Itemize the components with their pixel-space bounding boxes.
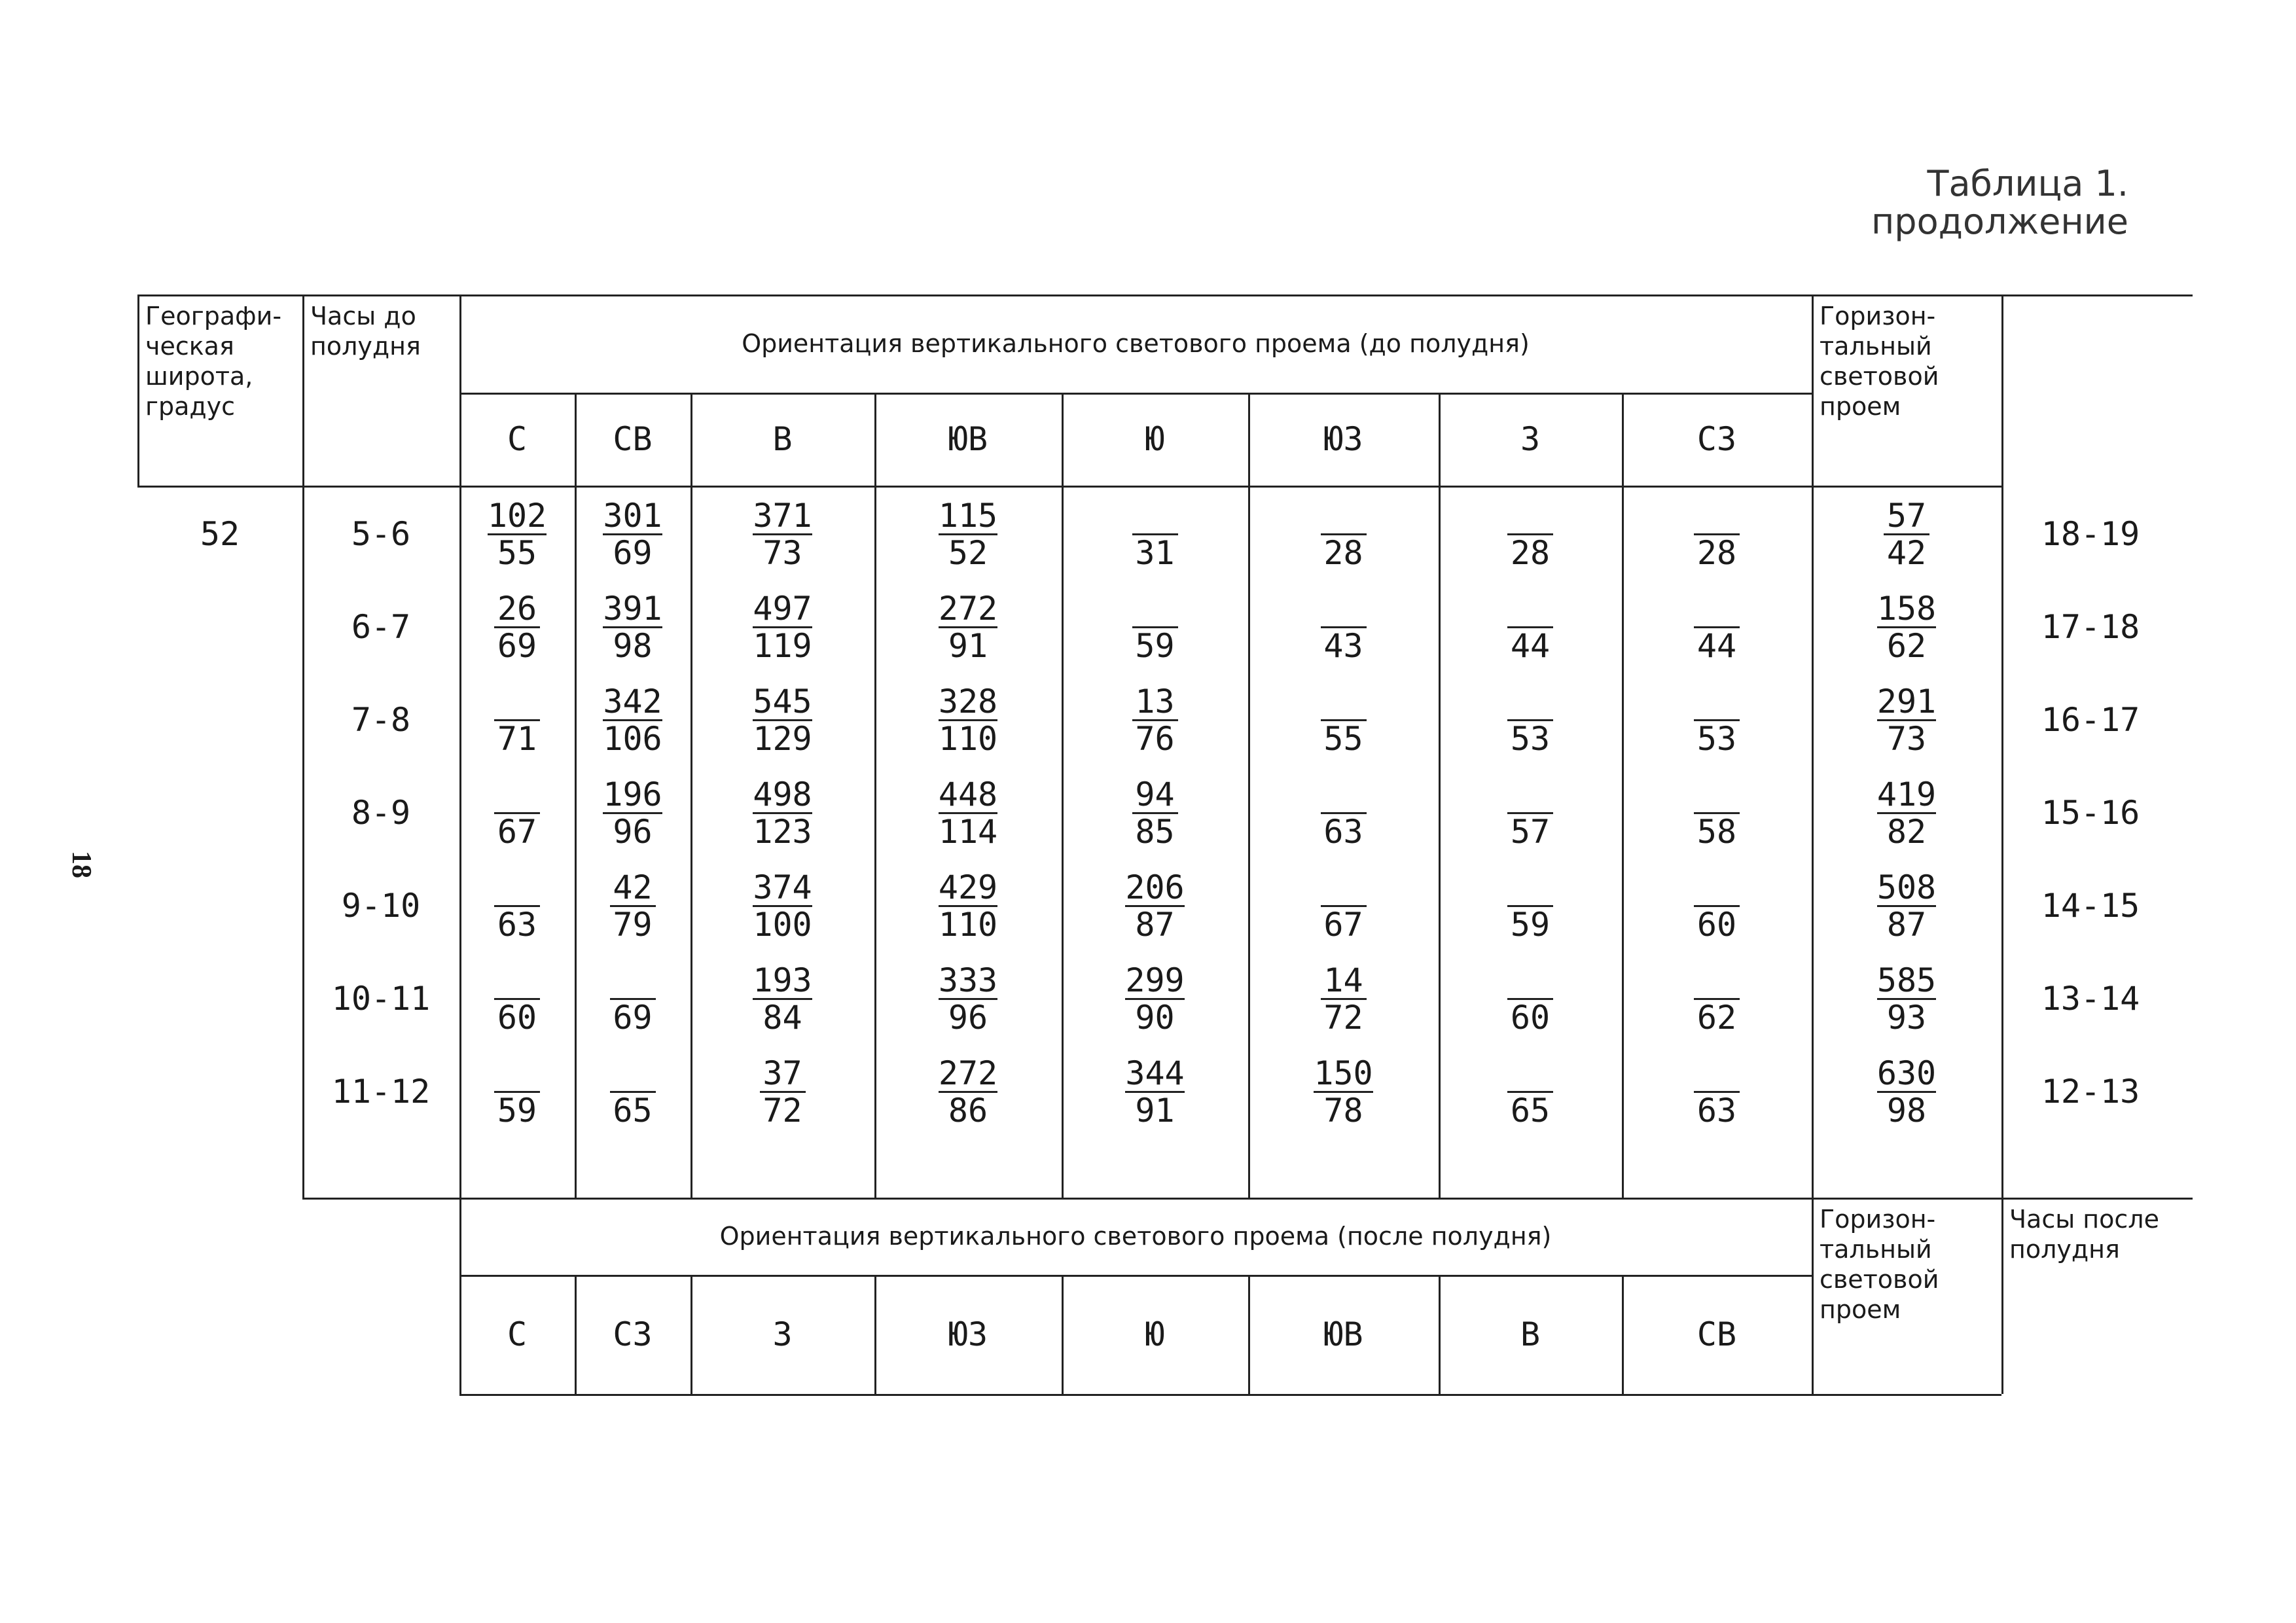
- denominator: 114: [938, 812, 998, 851]
- hours-after-cell: 17-18: [2041, 608, 2140, 646]
- fraction-value: [1507, 963, 1553, 1035]
- value-cell: [1622, 580, 1812, 673]
- denominator: 129: [753, 719, 812, 758]
- numerator: 301: [603, 496, 662, 535]
- value-cell: [459, 488, 575, 580]
- fraction-value: [753, 777, 812, 849]
- value-cell: [1248, 673, 1439, 766]
- value-cell: [1622, 1045, 1812, 1138]
- value-cell: [1622, 859, 1812, 952]
- denominator: 90: [1135, 998, 1175, 1037]
- hours-before-cell: 9-10: [341, 887, 421, 925]
- denominator: 44: [1510, 626, 1551, 665]
- value-cell: [575, 580, 691, 673]
- fraction-value: [753, 963, 812, 1035]
- denominator: 93: [1886, 998, 1927, 1037]
- page-number: 18: [66, 851, 96, 878]
- fraction-value: [1507, 870, 1553, 942]
- fraction-value: [1321, 591, 1367, 664]
- denominator: 53: [1696, 719, 1737, 758]
- numerator: 196: [603, 775, 662, 813]
- fraction-value: [610, 870, 656, 942]
- value-cell: [874, 766, 1062, 859]
- fraction-value: [1507, 1056, 1553, 1128]
- denominator: 55: [497, 533, 537, 572]
- direction-header-before: В: [772, 420, 793, 458]
- value-cell: [1062, 859, 1248, 952]
- fraction-value: [1125, 963, 1184, 1035]
- denominator: 78: [1323, 1091, 1363, 1130]
- numerator: [610, 1056, 656, 1093]
- value-cell: [1062, 952, 1248, 1045]
- value-cell: [874, 580, 1062, 673]
- direction-header-after: Ю: [1145, 1315, 1165, 1353]
- numerator: 419: [1876, 775, 1937, 813]
- hours-before-cell: 7-8: [351, 701, 411, 739]
- numerator: 344: [1125, 1054, 1185, 1092]
- value-cell: [691, 952, 874, 1045]
- denominator: 100: [753, 905, 812, 944]
- value-cell: [691, 488, 874, 580]
- orientation-after-header: Ориентация вертикального светового проема (после полудня): [719, 1222, 1552, 1251]
- fraction-value: [939, 684, 997, 757]
- fraction-value: [1507, 684, 1553, 757]
- hours-before-header: Часы до полудня: [310, 302, 421, 361]
- hours-before-cell: 8-9: [351, 794, 411, 832]
- numerator: [1321, 591, 1367, 628]
- fraction-value: [494, 684, 540, 757]
- numerator: [1321, 684, 1367, 721]
- direction-header-before: ЮЗ: [1323, 420, 1363, 458]
- hours-after-header: Часы после полудня: [2009, 1205, 2159, 1264]
- bottom-header-bottom-rule: [459, 1394, 2001, 1396]
- denominator: 84: [762, 998, 802, 1037]
- hours-before-cell: 6-7: [351, 608, 411, 646]
- fraction-value: [1321, 870, 1367, 942]
- fraction-value: [603, 498, 662, 571]
- value-cell: [1062, 488, 1248, 580]
- denominator: 67: [1323, 905, 1363, 944]
- numerator: [494, 963, 540, 1000]
- denominator: 60: [497, 998, 537, 1037]
- fraction-value: [603, 591, 662, 664]
- denominator: 67: [497, 812, 537, 851]
- fraction-value: [603, 777, 662, 849]
- denominator: 72: [1323, 998, 1363, 1037]
- direction-header-before: З: [1520, 420, 1541, 458]
- value-cell: [874, 673, 1062, 766]
- fraction-value: [1877, 591, 1936, 664]
- denominator: 44: [1696, 626, 1737, 665]
- value-cell: [1248, 488, 1439, 580]
- denominator: 106: [603, 719, 662, 758]
- hours-after-cell: 18-19: [2041, 515, 2140, 553]
- value-cell: [1062, 766, 1248, 859]
- value-cell: [1622, 488, 1812, 580]
- denominator: 79: [613, 905, 653, 944]
- fraction-value: [1132, 498, 1178, 571]
- direction-header-after: З: [772, 1315, 793, 1353]
- numerator: [1694, 498, 1740, 535]
- numerator: 391: [603, 589, 662, 628]
- denominator: 69: [613, 533, 653, 572]
- direction-header-before: СЗ: [1696, 420, 1737, 458]
- orientation-before-header: Ориентация вертикального светового проема (до полудня): [742, 329, 1530, 358]
- direction-header-after: С: [507, 1315, 528, 1353]
- hours-after-cell: 13-14: [2041, 980, 2140, 1018]
- denominator: 73: [1886, 719, 1927, 758]
- hours-before-cell: 5-6: [351, 515, 411, 553]
- value-cell: [1439, 1045, 1622, 1138]
- latitude-value: 52: [200, 515, 240, 553]
- direction-header-before: ЮВ: [948, 420, 988, 458]
- numerator: 94: [1132, 777, 1178, 814]
- value-cell: [575, 859, 691, 952]
- denominator: 96: [613, 812, 653, 851]
- value-cell: [874, 1045, 1062, 1138]
- direction-header-after: В: [1520, 1315, 1541, 1353]
- fraction-value: [1694, 777, 1740, 849]
- fraction-value: [939, 870, 997, 942]
- hours-before-cell: 10-11: [331, 980, 431, 1018]
- denominator: 123: [753, 812, 812, 851]
- value-cell: [691, 673, 874, 766]
- denominator: 119: [753, 626, 812, 665]
- fraction-value: [1877, 777, 1936, 849]
- fraction-value: [488, 498, 547, 571]
- fraction-value: [1877, 684, 1936, 757]
- numerator: [1694, 963, 1740, 1000]
- fraction-value: [494, 591, 540, 664]
- horizontal-value-cell: [1812, 952, 2001, 1045]
- direction-header-after: ЮВ: [1323, 1315, 1363, 1353]
- value-cell: [1248, 952, 1439, 1045]
- denominator: 73: [762, 533, 802, 572]
- numerator: [1507, 591, 1553, 628]
- numerator: 150: [1314, 1054, 1373, 1092]
- value-cell: [691, 580, 874, 673]
- numerator: [1694, 1056, 1740, 1093]
- direction-header-before: С: [507, 420, 528, 458]
- numerator: 498: [753, 775, 812, 813]
- fraction-value: [494, 870, 540, 942]
- denominator: 82: [1886, 812, 1927, 851]
- direction-header-after: СВ: [1696, 1315, 1737, 1353]
- horizontal-value-cell: [1812, 673, 2001, 766]
- numerator: 497: [753, 589, 812, 628]
- numerator: 158: [1876, 589, 1937, 628]
- table-caption-line2: продолжение: [1871, 201, 2128, 242]
- denominator: 91: [1135, 1091, 1175, 1130]
- fraction-value: [1321, 963, 1367, 1035]
- value-cell: [1062, 673, 1248, 766]
- denominator: 53: [1510, 719, 1551, 758]
- hours-after-cell: 15-16: [2041, 794, 2140, 832]
- value-cell: [1439, 859, 1622, 952]
- numerator: [1694, 591, 1740, 628]
- value-cell: [459, 766, 575, 859]
- horizontal-value-cell: [1812, 1045, 2001, 1138]
- denominator: 59: [1135, 626, 1175, 665]
- denominator: 72: [762, 1091, 802, 1130]
- numerator: [494, 777, 540, 814]
- numerator: [1694, 777, 1740, 814]
- fraction-value: [1321, 684, 1367, 757]
- numerator: 299: [1125, 961, 1185, 999]
- value-cell: [575, 1045, 691, 1138]
- denominator: 71: [497, 719, 537, 758]
- numerator: 371: [753, 496, 812, 535]
- value-cell: [1439, 766, 1622, 859]
- denominator: 69: [497, 626, 537, 665]
- value-cell: [459, 673, 575, 766]
- numerator: 206: [1125, 868, 1185, 906]
- fraction-value: [603, 684, 662, 757]
- value-cell: [575, 673, 691, 766]
- denominator: 43: [1323, 626, 1363, 665]
- denominator: 28: [1696, 533, 1737, 572]
- numerator: [1321, 777, 1367, 814]
- value-cell: [1439, 488, 1622, 580]
- value-cell: [575, 952, 691, 1045]
- fraction-value: [1507, 777, 1553, 849]
- numerator: 13: [1132, 684, 1178, 721]
- numerator: 37: [760, 1056, 806, 1093]
- fraction-value: [939, 963, 997, 1035]
- numerator: 26: [494, 591, 540, 628]
- denominator: 60: [1696, 905, 1737, 944]
- fraction-value: [753, 498, 812, 571]
- fraction-value: [1132, 684, 1178, 757]
- fraction-value: [610, 963, 656, 1035]
- hours-after-cell: 16-17: [2041, 701, 2140, 739]
- value-cell: [874, 859, 1062, 952]
- fraction-value: [1132, 591, 1178, 664]
- denominator: 63: [1696, 1091, 1737, 1130]
- denominator: 62: [1886, 626, 1927, 665]
- value-cell: [1439, 580, 1622, 673]
- numerator: 42: [610, 870, 656, 907]
- denominator: 63: [1323, 812, 1363, 851]
- denominator: 110: [938, 905, 998, 944]
- fraction-value: [1694, 684, 1740, 757]
- denominator: 55: [1323, 719, 1363, 758]
- denominator: 65: [1510, 1091, 1551, 1130]
- value-cell: [874, 952, 1062, 1045]
- value-cell: [1248, 766, 1439, 859]
- value-cell: [459, 1045, 575, 1138]
- numerator: 374: [753, 868, 812, 906]
- numerator: [494, 684, 540, 721]
- fraction-value: [1884, 498, 1929, 571]
- direction-header-after: СЗ: [613, 1315, 653, 1353]
- hours-after-cell: 14-15: [2041, 887, 2140, 925]
- denominator: 98: [613, 626, 653, 665]
- numerator: 272: [938, 589, 998, 628]
- fraction-value: [1877, 963, 1936, 1035]
- denominator: 98: [1886, 1091, 1927, 1130]
- numerator: [494, 870, 540, 907]
- denominator: 86: [948, 1091, 988, 1130]
- numerator: [1132, 498, 1178, 535]
- horizontal-value-cell: [1812, 766, 2001, 859]
- numerator: [1321, 498, 1367, 535]
- numerator: [1694, 870, 1740, 907]
- value-cell: [459, 580, 575, 673]
- hours-before-cell: 11-12: [331, 1073, 431, 1111]
- denominator: 76: [1135, 719, 1175, 758]
- value-cell: [691, 859, 874, 952]
- numerator: 272: [938, 1054, 998, 1092]
- value-cell: [575, 766, 691, 859]
- horizontal-header: Горизон- тальный световой проем: [1820, 302, 1939, 421]
- denominator: 85: [1135, 812, 1175, 851]
- denominator: 31: [1135, 533, 1175, 572]
- numerator: [610, 963, 656, 1000]
- denominator: 52: [948, 533, 988, 572]
- denominator: 96: [948, 998, 988, 1037]
- table-caption: [1871, 165, 2128, 241]
- value-cell: [1622, 673, 1812, 766]
- denominator: 58: [1696, 812, 1737, 851]
- numerator: [1321, 870, 1367, 907]
- value-cell: [1248, 580, 1439, 673]
- denominator: 87: [1135, 905, 1175, 944]
- direction-header-after: ЮЗ: [948, 1315, 988, 1353]
- denominator: 59: [1510, 905, 1551, 944]
- numerator: 429: [938, 868, 998, 906]
- fraction-value: [939, 498, 997, 571]
- value-cell: [691, 766, 874, 859]
- fraction-value: [760, 1056, 806, 1128]
- numerator: [1694, 684, 1740, 721]
- denominator: 69: [613, 998, 653, 1037]
- header-vertical-rule: [2001, 294, 2003, 486]
- numerator: [1507, 498, 1553, 535]
- numerator: 115: [938, 496, 998, 535]
- denominator: 28: [1510, 533, 1551, 572]
- value-cell: [1622, 952, 1812, 1045]
- denominator: 65: [613, 1091, 653, 1130]
- value-cell: [459, 859, 575, 952]
- fraction-value: [494, 1056, 540, 1128]
- fraction-value: [494, 777, 540, 849]
- direction-header-before: Ю: [1145, 420, 1165, 458]
- numerator: 193: [753, 961, 812, 999]
- numerator: [1507, 963, 1553, 1000]
- value-cell: [1439, 952, 1622, 1045]
- numerator: [1507, 870, 1553, 907]
- latitude-header: Географи- ческая широта, градус: [145, 302, 282, 421]
- numerator: 630: [1876, 1054, 1937, 1092]
- denominator: 59: [497, 1091, 537, 1130]
- numerator: 545: [753, 682, 812, 721]
- fraction-value: [939, 1056, 997, 1128]
- fraction-value: [1321, 777, 1367, 849]
- fraction-value: [1125, 1056, 1184, 1128]
- denominator: 28: [1323, 533, 1363, 572]
- fraction-value: [1694, 591, 1740, 664]
- fraction-value: [1507, 591, 1553, 664]
- value-cell: [691, 1045, 874, 1138]
- denominator: 60: [1510, 998, 1551, 1037]
- horizontal-value-cell: [1812, 859, 2001, 952]
- numerator: [1507, 684, 1553, 721]
- fraction-value: [753, 591, 812, 664]
- value-cell: [1248, 1045, 1439, 1138]
- value-cell: [1248, 859, 1439, 952]
- fraction-value: [1694, 870, 1740, 942]
- fraction-value: [1321, 498, 1367, 571]
- fraction-value: [1877, 1056, 1936, 1128]
- denominator: 110: [938, 719, 998, 758]
- fraction-value: [1507, 498, 1553, 571]
- numerator: [1507, 777, 1553, 814]
- value-cell: [874, 488, 1062, 580]
- numerator: 333: [938, 961, 998, 999]
- numerator: 102: [487, 496, 547, 535]
- denominator: 87: [1886, 905, 1927, 944]
- denominator: 63: [497, 905, 537, 944]
- numerator: [1132, 591, 1178, 628]
- numerator: [1507, 1056, 1553, 1093]
- denominator: 91: [948, 626, 988, 665]
- denominator: 62: [1696, 998, 1737, 1037]
- fraction-value: [753, 870, 812, 942]
- value-cell: [1062, 580, 1248, 673]
- horizontal-value-cell: [1812, 580, 2001, 673]
- fraction-value: [1125, 870, 1184, 942]
- direction-header-before: СВ: [613, 420, 653, 458]
- denominator: 57: [1510, 812, 1551, 851]
- fraction-value: [1694, 963, 1740, 1035]
- denominator: 42: [1886, 533, 1927, 572]
- fraction-value: [1132, 777, 1178, 849]
- fraction-value: [1314, 1056, 1372, 1128]
- value-cell: [459, 952, 575, 1045]
- fraction-value: [494, 963, 540, 1035]
- numerator: 342: [603, 682, 662, 721]
- horizontal-after-header: Горизон- тальный световой проем: [1820, 1205, 1939, 1324]
- numerator: 448: [938, 775, 998, 813]
- numerator: 585: [1876, 961, 1937, 999]
- numerator: 508: [1876, 868, 1937, 906]
- numerator: 14: [1321, 963, 1367, 1000]
- numerator: 57: [1884, 498, 1929, 535]
- value-cell: [1062, 1045, 1248, 1138]
- numerator: [494, 1056, 540, 1093]
- numerator: 291: [1876, 682, 1937, 721]
- fraction-value: [939, 777, 997, 849]
- value-cell: [1439, 673, 1622, 766]
- value-cell: [1622, 766, 1812, 859]
- numerator: 328: [938, 682, 998, 721]
- fraction-value: [1694, 1056, 1740, 1128]
- hours-after-cell: 12-13: [2041, 1073, 2140, 1111]
- fraction-value: [1877, 870, 1936, 942]
- fraction-value: [1694, 498, 1740, 571]
- fraction-value: [753, 684, 812, 757]
- table-caption-line1: Таблица 1.: [1927, 163, 2128, 204]
- horizontal-value-cell: [1812, 488, 2001, 580]
- value-cell: [575, 488, 691, 580]
- fraction-value: [939, 591, 997, 664]
- fraction-value: [610, 1056, 656, 1128]
